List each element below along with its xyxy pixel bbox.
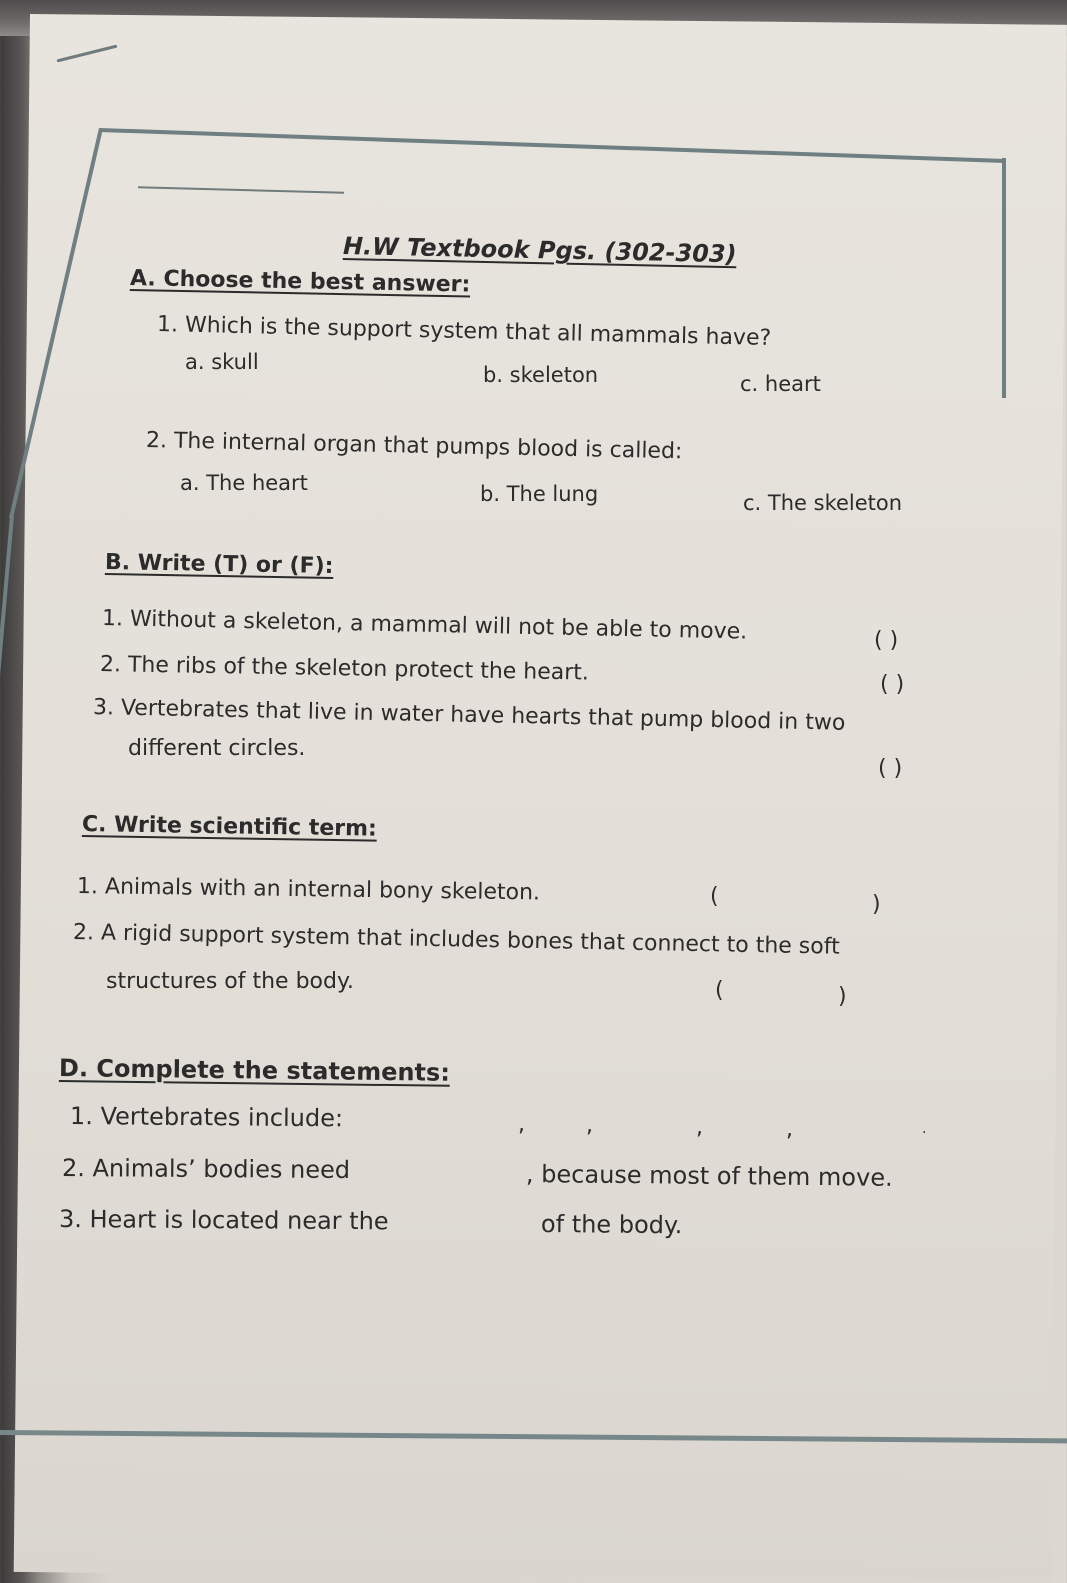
tf-item-3-continued: different circles. [128, 736, 306, 761]
term-item-1: 1. Animals with an internal bony skeleton. [76, 874, 541, 906]
complete-item-2: 2. Animals’ bodies need [61, 1154, 351, 1185]
tf-item-2: 2. The ribs of the skeleton protect the heart. [99, 652, 590, 686]
complete-item-3-tail: of the body. [540, 1210, 683, 1240]
term-answer-2-close: ) [838, 984, 847, 1009]
tf-item-1: 1. Without a skeleton, a mammal will not be able to move. [101, 606, 748, 645]
section-c-heading: C. Write scientific term: [81, 812, 378, 842]
tf-answer-3: ( ) [878, 756, 903, 781]
tf-answer-2: ( ) [880, 672, 905, 697]
tf-answer-1: ( ) [874, 628, 899, 653]
option-a2-a: a. The heart [180, 471, 308, 495]
option-a2-c: c. The skeleton [743, 491, 903, 515]
page-title: H.W Textbook Pgs. (302-303) [342, 232, 737, 269]
frame-border-left-lower [0, 516, 14, 1433]
option-a2-b: b. The lung [480, 482, 599, 506]
complete-item-1-period: . [922, 1121, 927, 1137]
complete-item-3: 3. Heart is located near the [58, 1205, 389, 1236]
term-answer-2-open: ( [715, 978, 724, 1003]
tf-item-3: 3. Vertebrates that live in water have hearts that pump blood in two [92, 695, 846, 736]
complete-item-1-comma-2: , [586, 1113, 593, 1138]
complete-item-1-comma-3: , [696, 1115, 703, 1140]
question-a2: 2. The internal organ that pumps blood is called: [145, 428, 683, 465]
term-answer-1-open: ( [710, 884, 719, 909]
term-answer-1-close: ) [872, 892, 881, 917]
section-b-heading: B. Write (T) or (F): [104, 550, 334, 579]
frame-border-right [1002, 158, 1006, 398]
complete-item-1-comma-1: , [518, 1112, 525, 1137]
term-item-2: 2. A rigid support system that includes bones that connect to the soft [72, 920, 840, 960]
complete-item-2-tail: , because most of them move. [525, 1160, 893, 1192]
section-a-heading: A. Choose the best answer: [129, 266, 471, 298]
option-a1-a: a. skull [185, 350, 259, 374]
complete-item-1-comma-4: , [786, 1117, 793, 1142]
question-a1: 1. Which is the support system that all mammals have? [156, 312, 772, 351]
option-a1-c: c. heart [740, 372, 821, 396]
term-item-2-continued: structures of the body. [106, 969, 354, 994]
complete-item-1: 1. Vertebrates include: [69, 1102, 344, 1133]
option-a1-b: b. skeleton [483, 363, 599, 387]
section-d-heading: D. Complete the statements: [58, 1054, 451, 1087]
